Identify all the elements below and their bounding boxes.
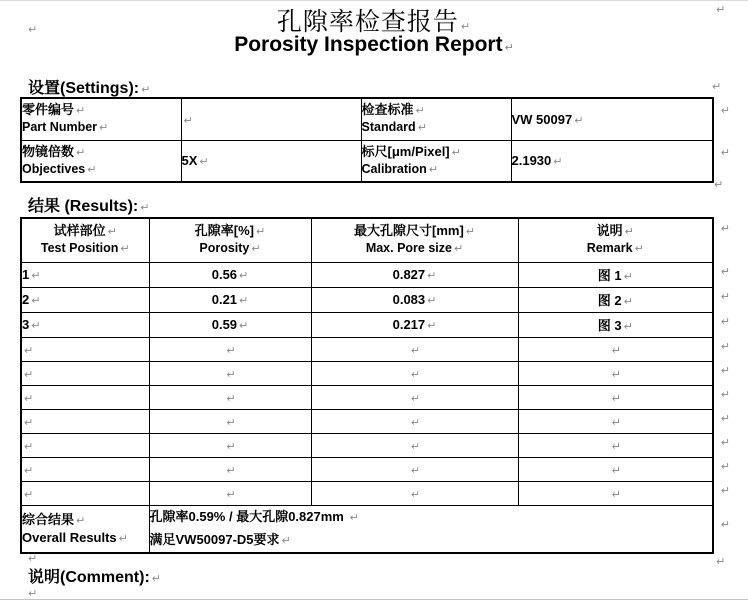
paragraph-mark: ↵ [199,155,209,169]
paragraph-mark: ↵ [410,463,421,477]
paragraph-mark: ↵ [107,225,117,239]
end-of-row-mark: ↵ [720,517,730,531]
paragraph-mark: ↵ [239,319,249,332]
paragraph-mark: ↵ [714,178,724,191]
paragraph-mark: ↵ [251,242,261,256]
empty-table-row [21,337,713,361]
paragraph-mark: ↵ [87,162,97,176]
standard-label-cell: 检查标准 ↵ Standard ↵ [361,98,511,140]
objectives-value-cell: 5X ↵ [181,140,361,182]
paragraph-mark: ↵ [623,295,633,308]
end-of-row-mark: ↵ [720,459,730,473]
paragraph-mark: ↵ [611,415,621,429]
end-of-row-mark: ↵ [720,363,730,377]
end-of-row-mark: ↵ [720,435,730,449]
part-number-value-cell [181,98,361,140]
paragraph-mark: ↵ [417,121,427,135]
overall-results-label-cell: 综合结果 ↵ Overall Results ↵ [21,505,149,553]
end-of-row-mark: ↵ [720,387,730,401]
results-header-row [21,218,713,262]
results-table [20,217,730,554]
paragraph-mark: ↵ [118,531,128,545]
end-of-row-mark: ↵ [720,264,730,278]
calibration-label-cell: 标尺[μm/Pixel] ↵ Calibration ↵ [361,140,511,182]
paragraph-mark: ↵ [28,552,38,565]
comment-heading: 说明(Comment): ↵ [28,569,161,586]
paragraph-mark: ↵ [140,201,150,214]
overall-results-row [21,505,713,553]
paragraph-mark: ↵ [410,343,421,357]
paragraph-mark: ↵ [410,439,421,453]
paragraph-mark: ↵ [504,41,514,54]
end-of-row-mark: ↵ [720,483,730,497]
paragraph-mark: ↵ [410,391,421,405]
empty-table-row [21,385,713,409]
col-header-remark: 说明 ↵ Remark ↵ ↵ [518,218,713,262]
paragraph-mark: ↵ [410,487,421,501]
end-of-row-mark: ↵ [720,314,730,328]
remark-cell: 图 1 ↵ ↵ [518,262,713,287]
table-row [21,287,713,312]
end-of-row-mark: ↵ [720,145,730,159]
paragraph-mark: ↵ [31,294,41,307]
paragraph-mark: ↵ [183,113,193,127]
paragraph-mark: ↵ [76,104,86,118]
paragraph-mark: ↵ [623,320,633,333]
paragraph-mark: ↵ [611,487,621,501]
report-title-en-text: Porosity Inspection Report [234,33,503,56]
end-of-row-mark: ↵ [720,222,730,235]
paragraph-mark: ↵ [31,319,41,332]
max-pore-cell: 0.827 ↵ [311,262,518,287]
paragraph-mark: ↵ [226,463,236,477]
paragraph-mark: ↵ [31,269,41,282]
paragraph-mark: ↵ [239,269,249,282]
paragraph-mark: ↵ [24,391,34,405]
paragraph-mark: ↵ [24,367,34,381]
paragraph-mark: ↵ [574,113,584,127]
paragraph-mark: ↵ [76,513,86,527]
max-pore-cell: 0.217 ↵ [311,312,518,337]
paragraph-mark: ↵ [427,269,437,282]
settings-heading: 设置(Settings): ↵ [28,80,151,97]
test-position-cell: 3 ↵ [21,312,149,337]
col-header-test-position: 试样部位 ↵ Test Position ↵ [21,218,149,262]
table-row [21,262,713,287]
paragraph-mark: ↵ [256,225,266,239]
paragraph-mark: ↵ [465,225,475,239]
end-of-row-mark: ↵ [720,411,730,425]
paragraph-mark: ↵ [624,225,634,239]
calibration-value-cell: 2.1930 ↵ ↵ [511,140,713,182]
paragraph-mark: ↵ [120,242,130,256]
paragraph-mark: ↵ [24,343,34,357]
empty-table-row [21,361,713,385]
paragraph-mark: ↵ [427,294,437,307]
paragraph-mark: ↵ [239,294,249,307]
porosity-cell: 0.56 ↵ [149,262,311,287]
table-row [21,312,713,337]
paragraph-mark: ↵ [28,587,38,600]
paragraph-mark: ↵ [24,415,34,429]
paragraph-mark: ↵ [623,270,633,283]
paragraph-mark: ↵ [226,415,236,429]
paragraph-mark: ↵ [76,145,86,159]
test-position-cell: 2 ↵ [21,287,149,312]
paragraph-mark: ↵ [611,439,621,453]
paragraph-mark: ↵ [151,572,161,585]
paragraph-mark: ↵ [24,487,34,501]
table-row [21,98,713,140]
end-of-row-mark: ↵ [720,289,730,303]
paragraph-mark: ↵ [226,367,236,381]
paragraph-mark: ↵ [712,80,722,93]
results-heading: 结果 (Results): ↵ [28,198,150,215]
paragraph-mark: ↵ [453,242,464,256]
paragraph-mark: ↵ [415,104,425,118]
col-header-max-pore-size: 最大孔隙尺寸[mm] ↵ Max. Pore size ↵ [311,218,518,262]
part-number-label-cell: 零件编号 ↵ Part Number ↵ [21,98,181,140]
max-pore-cell: 0.083 ↵ [311,287,518,312]
settings-table [20,97,730,183]
test-position-cell: 1 ↵ [21,262,149,287]
paragraph-mark: ↵ [611,391,621,405]
report-title-cn-text: 孔隙率检查报告 [276,7,459,36]
paragraph-mark: ↵ [410,367,421,381]
standard-value-cell: VW 50097 ↵ ↵ [511,98,713,140]
paragraph-mark: ↵ [24,463,34,477]
paragraph-mark: ↵ [226,439,236,453]
paragraph-mark: ↵ [226,487,236,501]
paragraph-mark: ↵ [281,533,291,547]
paragraph-mark: ↵ [99,121,109,135]
empty-table-row [21,481,713,505]
col-header-porosity: 孔隙率[%] ↵ Porosity ↵ [149,218,311,262]
end-of-row-mark: ↵ [720,339,730,353]
table-row [21,140,713,182]
paragraph-mark: ↵ [428,162,439,176]
paragraph-mark: ↵ [716,3,726,16]
paragraph-mark: ↵ [460,20,472,33]
overall-results-value-cell: 孔隙率0.59% / 最大孔隙0.827mm ↵ 满足VW50097-D5要求 ↵ ↵ [149,505,713,553]
paragraph-mark: ↵ [611,367,621,381]
paragraph-mark: ↵ [349,510,359,524]
empty-table-row [21,433,713,457]
porosity-cell: 0.21 ↵ [149,287,311,312]
paragraph-mark: ↵ [716,555,726,568]
empty-table-row [21,409,713,433]
end-of-row-mark: ↵ [720,104,730,117]
paragraph-mark: ↵ [24,439,34,453]
report-title-en [0,33,748,57]
paragraph-mark: ↵ [553,155,563,169]
paragraph-mark: ↵ [451,145,461,159]
paragraph-mark: ↵ [226,343,236,357]
paragraph-mark: ↵ [410,415,421,429]
paragraph-mark: ↵ [634,242,644,256]
porosity-cell: 0.59 ↵ [149,312,311,337]
empty-table-row [21,457,713,481]
paragraph-mark: ↵ [141,83,151,96]
objectives-label-cell: 物镜倍数 ↵ Objectives ↵ [21,140,181,182]
remark-cell: 图 3 ↵ ↵ [518,312,713,337]
paragraph-mark: ↵ [611,463,621,477]
remark-cell: 图 2 ↵ ↵ [518,287,713,312]
paragraph-mark: ↵ [427,319,437,332]
paragraph-mark: ↵ [611,343,621,357]
paragraph-mark: ↵ [28,23,38,36]
paragraph-mark: ↵ [226,391,236,405]
